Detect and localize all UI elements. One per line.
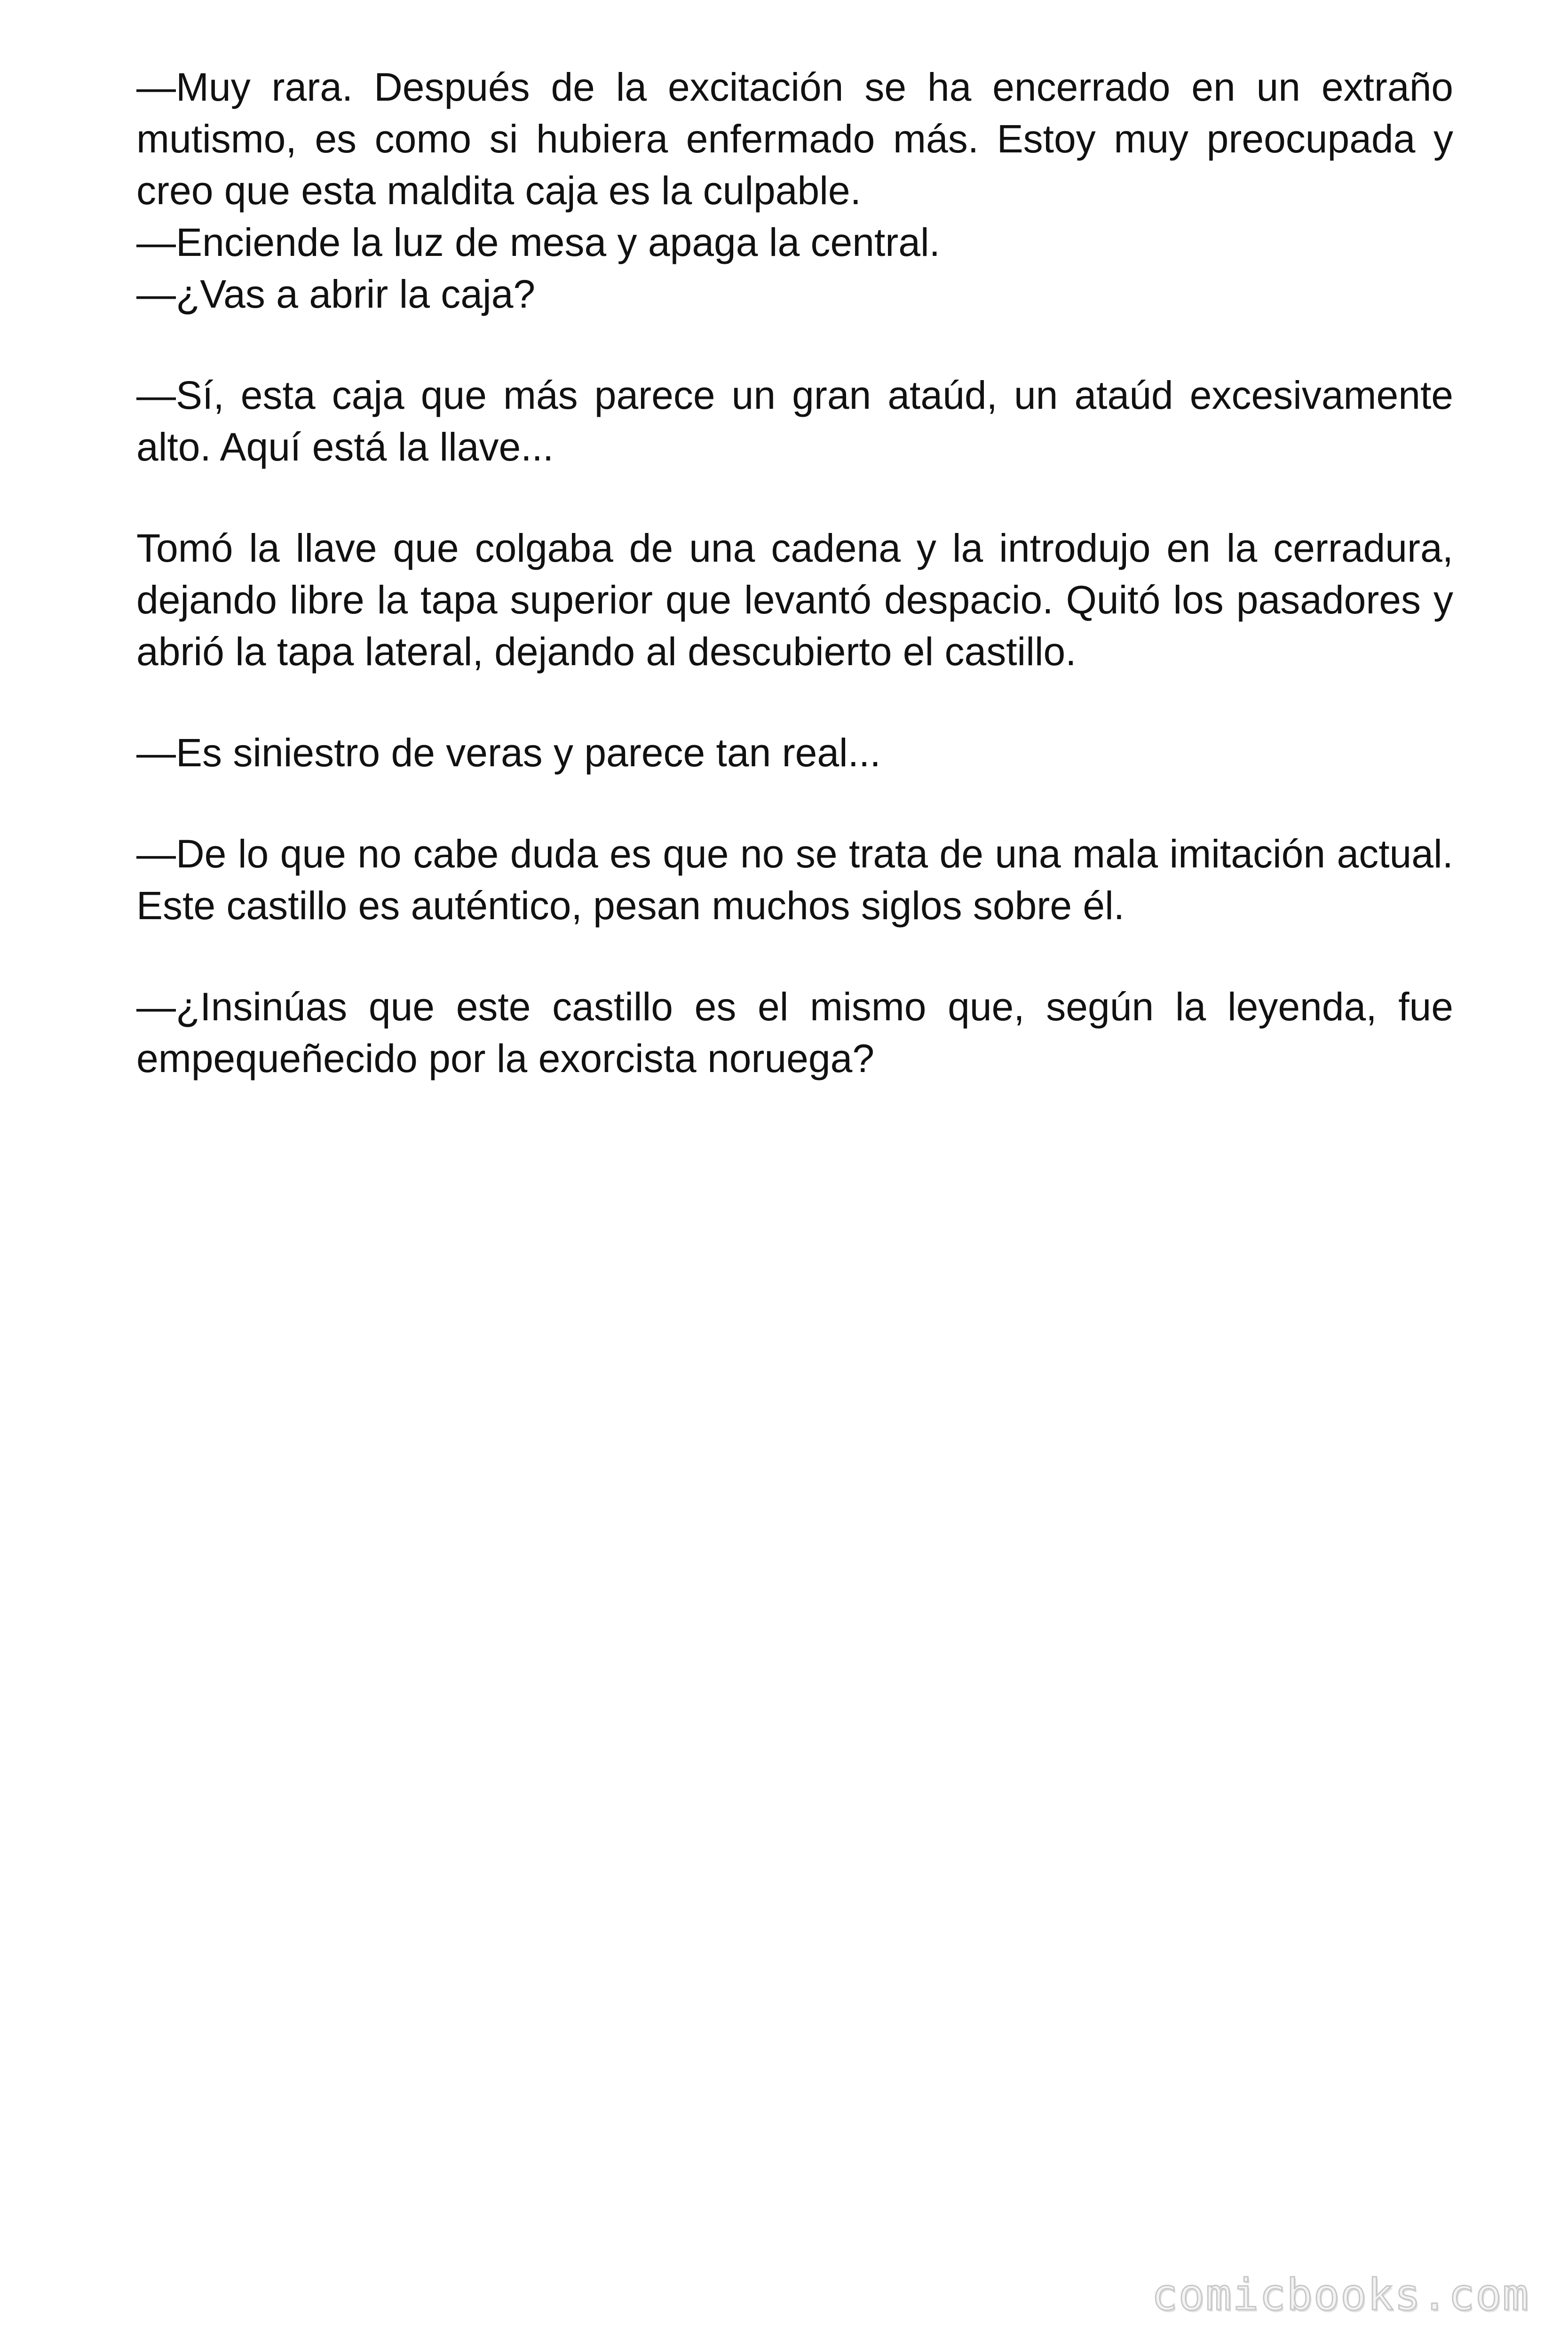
body-text: [136, 61, 1453, 1084]
paragraph-3: —¿Vas a abrir la caja?: [136, 272, 536, 316]
paragraph-2: —Enciende la luz de mesa y apaga la central.: [136, 220, 940, 264]
paragraph-5: Tomó la llave que colgaba de una cadena y la introdujo en la cerradura, dejando libre la tapa superior que levantó despacio. Quitó los pasadores y abrió la tapa lateral, dejando al descubierto el castillo.: [136, 526, 1453, 674]
watermark-text: comicbooks.com: [1151, 2270, 1529, 2320]
paragraph-6: —Es siniestro de veras y parece tan real...: [136, 731, 881, 775]
paragraph-1: —Muy rara. Después de la excitación se ha encerrado en un extraño mutismo, es como si hubiera enfermado más. Estoy muy preocupada y creo que esta maldita caja es la culpable.: [136, 65, 1453, 213]
paragraph-8: —¿Insinúas que este castillo es el mismo que, según la leyenda, fue empequeñecido por la exorcista noruega?: [136, 985, 1453, 1081]
paragraph-7: —De lo que no cabe duda es que no se trata de una mala imitación actual. Este castillo es auténtico, pesan muchos siglos sobre él.: [136, 832, 1453, 928]
paragraph-4: —Sí, esta caja que más parece un gran ataúd, un ataúd excesivamente alto. Aquí está la llave...: [136, 373, 1453, 469]
